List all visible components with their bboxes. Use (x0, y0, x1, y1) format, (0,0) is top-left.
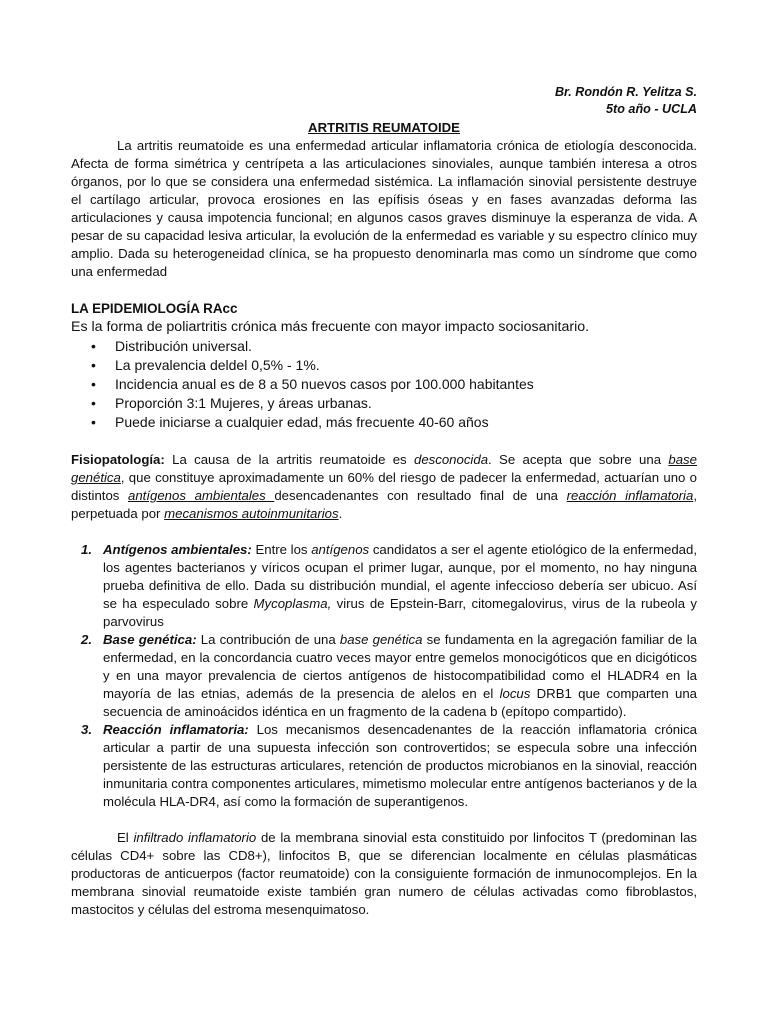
emphasis-text: infiltrado inflamatorio (133, 830, 257, 845)
emphasis-text: Mycoplasma, (253, 596, 332, 611)
list-item (91, 356, 697, 375)
list-item (71, 541, 697, 631)
author-block (71, 84, 697, 118)
list-item (91, 394, 697, 413)
text-span: El (117, 830, 134, 845)
list-item (91, 337, 697, 356)
emphasis-text: antígenos (311, 542, 370, 557)
intro-text: La artritis reumatoide es una enfermedad articular inflamatoria crónica de etiología desconocida. Afecta de forma simétrica y centrípeta a las articulaciones sinoviales, aunque también interesa a otros órganos, por lo que se considera una enfermedad sistémica. La inflamación sinovial persistente destruye el cartílago articular, provoca erosiones en las epífisis óseas y en fases avanzadas deforma las articulaciones y causa impotencia funcional; en algunos casos graves disminuye la esperanza de vida. A pesar de su capacidad lesiva articular, la evolución de la enfermedad es variable y su espectro clínico muy amplio. Dada su heterogeneidad clínica, se ha propuesto denominarla mas como un síndrome que como una enfermedad (71, 138, 697, 279)
epidemiology-lead: Es la forma de poliartritis crónica más frecuente con mayor impacto sociosanitario. (71, 319, 590, 335)
page-title: ARTRITIS REUMATOIDE (308, 120, 460, 135)
list-item (91, 413, 697, 432)
intro-paragraph (71, 137, 697, 281)
text-span: , que constituye aproximadamente un 60% del riesgo de padecer la enfermedad, actuarían uno o distintos (71, 470, 697, 503)
item-number: 3. (81, 722, 92, 737)
list-item-text: Proporción 3:1 Mujeres, y áreas urbanas. (115, 395, 372, 411)
emphasis-text: locus (499, 686, 531, 701)
item-number: 1. (81, 542, 92, 557)
text-span: se fundamenta en la agregación familiar de la enfermedad, en la concordancia cuatro veces mayor entre gemelos monocigóticos que en dicigóticos y en una mayor prevalencia de ciertos antígenos de histocompatibilidad como el HLADR4 en la mayoría de las etnias, además de la presencia de alelos en el (103, 632, 697, 701)
text-span: Los mecanismos desencadenantes de la reacción inflamatoria crónica articular a partir de una supuesta infección son controvertidos; se especula sobre una infección persistente de las estructuras articulares, retención de productos microbianos en la sinovial, reacción inmunitaria contra componentes articulares, mimetismo molecular entre antígenos bacterianos y de la molécula HLA-DR4, así como la formación de superantigenos. (103, 722, 697, 809)
bullet-icon: • (91, 395, 96, 411)
list-item (71, 721, 697, 811)
list-item-text: Incidencia anual es de 8 a 50 nuevos casos por 100.000 habitantes (115, 376, 534, 392)
emphasis-text: desconocida (413, 452, 489, 467)
text-span: . Se acepta que sobre una (488, 452, 669, 467)
text-span: La causa de la artritis reumatoide es (164, 452, 414, 467)
text-span: candidatos a ser el agente etiológico de la enfermedad, los agentes bacterianos y víricos ocupan el primer lugar, aunque, por el momento, no hay ninguna prueba definitiva de ello. Dada su distribución mundial, el agente infeccioso debería ser ubicuo. Así se ha especulado sobre (103, 542, 697, 611)
pathophysiology-paragraph (71, 451, 697, 523)
underlined-term: base genética (71, 452, 697, 485)
list-item (71, 631, 697, 721)
pathophysiology-label: Fisiopatología: (71, 452, 165, 467)
list-item-text: La prevalencia deldel 0,5% - 1%. (115, 357, 320, 373)
underlined-term: antígenos ambientales (128, 488, 275, 503)
underlined-term: mecanismos autoinmunitarios (164, 506, 339, 521)
bullet-icon: • (91, 414, 96, 430)
author-course: 5to año - UCLA (606, 102, 697, 116)
item-label: Reacción inflamatoria: (103, 722, 249, 737)
list-item-text: Puede iniciarse a cualquier edad, más frecuente 40-60 años (115, 414, 489, 430)
underlined-term: reacción inflamatoria (566, 488, 694, 503)
numbered-list (71, 541, 697, 811)
bullet-icon: • (91, 338, 96, 354)
list-item (91, 375, 697, 394)
closing-paragraph (71, 829, 697, 919)
text-span: La contribución de una (196, 632, 340, 647)
item-number: 2. (81, 632, 92, 647)
item-label: Base genética: (103, 632, 197, 647)
list-item-text: Distribución universal. (115, 338, 252, 354)
bullet-icon: • (91, 376, 96, 392)
text-span: , perpetuada por (71, 488, 697, 521)
text-span: . (338, 506, 343, 521)
text-span: DRB1 que comparten una secuencia de aminoácidos idéntica en un fragmento de la cadena b (epítopo compartido). (103, 686, 697, 719)
text-span: virus de Epstein-Barr, citomegalovirus, virus de la rubeola y parvovirus (103, 596, 697, 629)
bullet-icon: • (91, 357, 96, 373)
text-span: Entre los (251, 542, 312, 557)
text-span: de la membrana sinovial esta constituido por linfocitos T (predominan las células CD4+ sobre las CD8+), linfocitos B, que se diferencian localmente en células plasmáticas productoras de anticuerpos (factor reumatoide) con la consiguiente formación de inmunocomplejos. En la membrana sinovial reumatoide existe también gran numero de células activadas como fibroblastos, mastocitos y células del estroma mesenquimatoso. (71, 830, 697, 917)
item-label: Antígenos ambientales: (103, 542, 252, 557)
text-span: desencadenantes con resultado final de una (274, 488, 567, 503)
epidemiology-heading: LA EPIDEMIOLOGÍA RAcc (71, 301, 238, 316)
emphasis-text: base genética (339, 632, 423, 647)
author-name: Br. Rondón R. Yelitza S. (554, 85, 697, 99)
epidemiology-list (71, 337, 697, 432)
